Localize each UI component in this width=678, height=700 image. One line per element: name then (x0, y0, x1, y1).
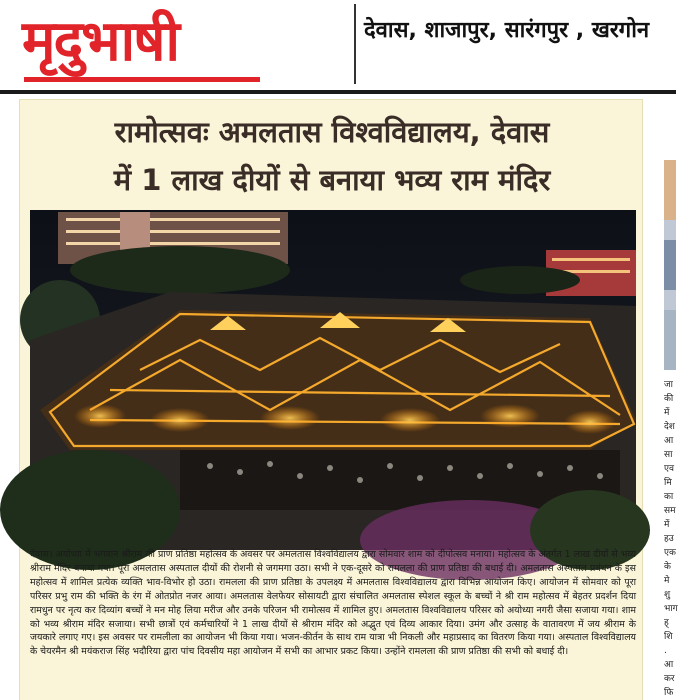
side-column-fragment: हउ (664, 534, 674, 544)
side-column-fragment: जा (664, 380, 674, 390)
side-column-fragment: आ (664, 660, 674, 670)
side-column-fragment: मे (664, 576, 670, 586)
newspaper-logo: मृदुभाषी (22, 9, 178, 74)
masthead (0, 0, 676, 90)
side-column-fragment: देश (664, 422, 675, 432)
side-column-fragment: फि (664, 688, 674, 698)
ram-mandir-diya-photo (30, 210, 636, 550)
news-clipping (20, 100, 642, 700)
side-column-fragment: मि (664, 478, 672, 488)
headline-line-2: में 1 लाख दीयों से बनाया भव्य राम मंदिर (113, 163, 551, 197)
side-column-fragment: एव (664, 464, 674, 474)
article-body: देवास। अयोध्या में भगवान श्रीराम की प्राण प्रतिष्ठा महोत्सव के अवसर पर अमलतास विश्वविद्यालय द्वारा सोमवार शाम को दीपोत्सव मनाया। महोत्सव के अंतर्गत 1 लाख दीयों से भव्य श्रीराम मंदिर बनाया गया। पूरा अमलतास अस्पताल दीयों की रोशनी से जगमगा उठा। सभी ने एक-दूसरे को रामलला की प्राण प्रतिष्ठा की बधाई दी। अमलतास अस्पताल प्रबंधन के इस महोत्सव में शामिल प्रत्येक व्यक्ति भाव-विभोर हो उठा। रामलला की प्राण प्रतिष्ठा के उपलक्ष्य में अमलतास विश्वविद्यालय द्वारा विभिन्न आयोजन किए। आयोजन में सोमवार को पूरा परिसर प्रभु राम की भक्ति के रंग में ओतप्रोत नजर आया। अमलतास वेलफेयर सोसायटी द्वारा संचालित अमलतास स्पेशल स्कूल के बच्चों ने श्री राम महोत्सव में बेहतर प्रदर्शन दिया रामधुन पर नृत्य कर दिव्यांग बच्चों ने मन मोह लिया मरीज और उनके परिजन भी रामोत्सव में शामिल हुए। अमलतास विश्वविद्यालय परिसर को अयोध्या नगरी जैसा सजाया गया। शाम को भव्य श्रीराम मंदिर सजाया। सभी छात्रों एवं कर्मचारियों ने 1 लाख दीयों से श्रीराम मंदिर को अद्भुत एवं दिव्य आकार दिया। उमंग और उत्साह के वातावरण में जय श्रीराम के जयकारे लगाए गए। इस अवसर पर रामलीला का आयोजन भी किया गया। भजन-कीर्तन के साथ राम यात्रा भी निकली और महाप्रसाद का वितरण किया गया। अस्पताल विश्वविद्यालय के चेयरमैन श्री मयंकराज सिंह भदौरिया द्वारा पांच दिवसीय महा आयोजन में सभी का आभार प्रकट किया। उन्होंने रामलला की प्राण प्रतिष्ठा की सभी को बधाई दी। (30, 549, 636, 658)
headline-line-1: रामोत्सवः अमलतास विश्वविद्यालय, देवास (114, 115, 550, 149)
masthead-rule (0, 90, 676, 94)
edition-cities: देवास, शाजापुर, सारंगपुर , खरगोन (364, 18, 650, 43)
masthead-divider (354, 4, 356, 84)
logo-underline (24, 77, 260, 82)
side-column-fragment: . (664, 646, 667, 656)
side-column-fragment: में (664, 520, 670, 530)
side-column-fragment: शु (664, 590, 671, 600)
side-column-fragment: एक (664, 548, 676, 558)
side-column-fragment: के (664, 562, 671, 572)
side-column-fragment: सम (664, 506, 676, 516)
side-column-fragment: आ (664, 436, 674, 446)
side-column-fragment: शि (664, 632, 673, 642)
adjacent-article-text (664, 378, 678, 698)
adjacent-article-photo (664, 160, 676, 370)
side-column-fragment: में (664, 408, 670, 418)
side-column-fragment: कर (664, 674, 675, 684)
side-column-fragment: भाग (664, 604, 678, 614)
side-column-fragment: सा (664, 450, 673, 460)
side-column-fragment: की (664, 394, 674, 404)
article-headline (34, 108, 630, 204)
side-column-fragment: ह् (664, 618, 669, 628)
side-column-fragment: का (664, 492, 674, 502)
